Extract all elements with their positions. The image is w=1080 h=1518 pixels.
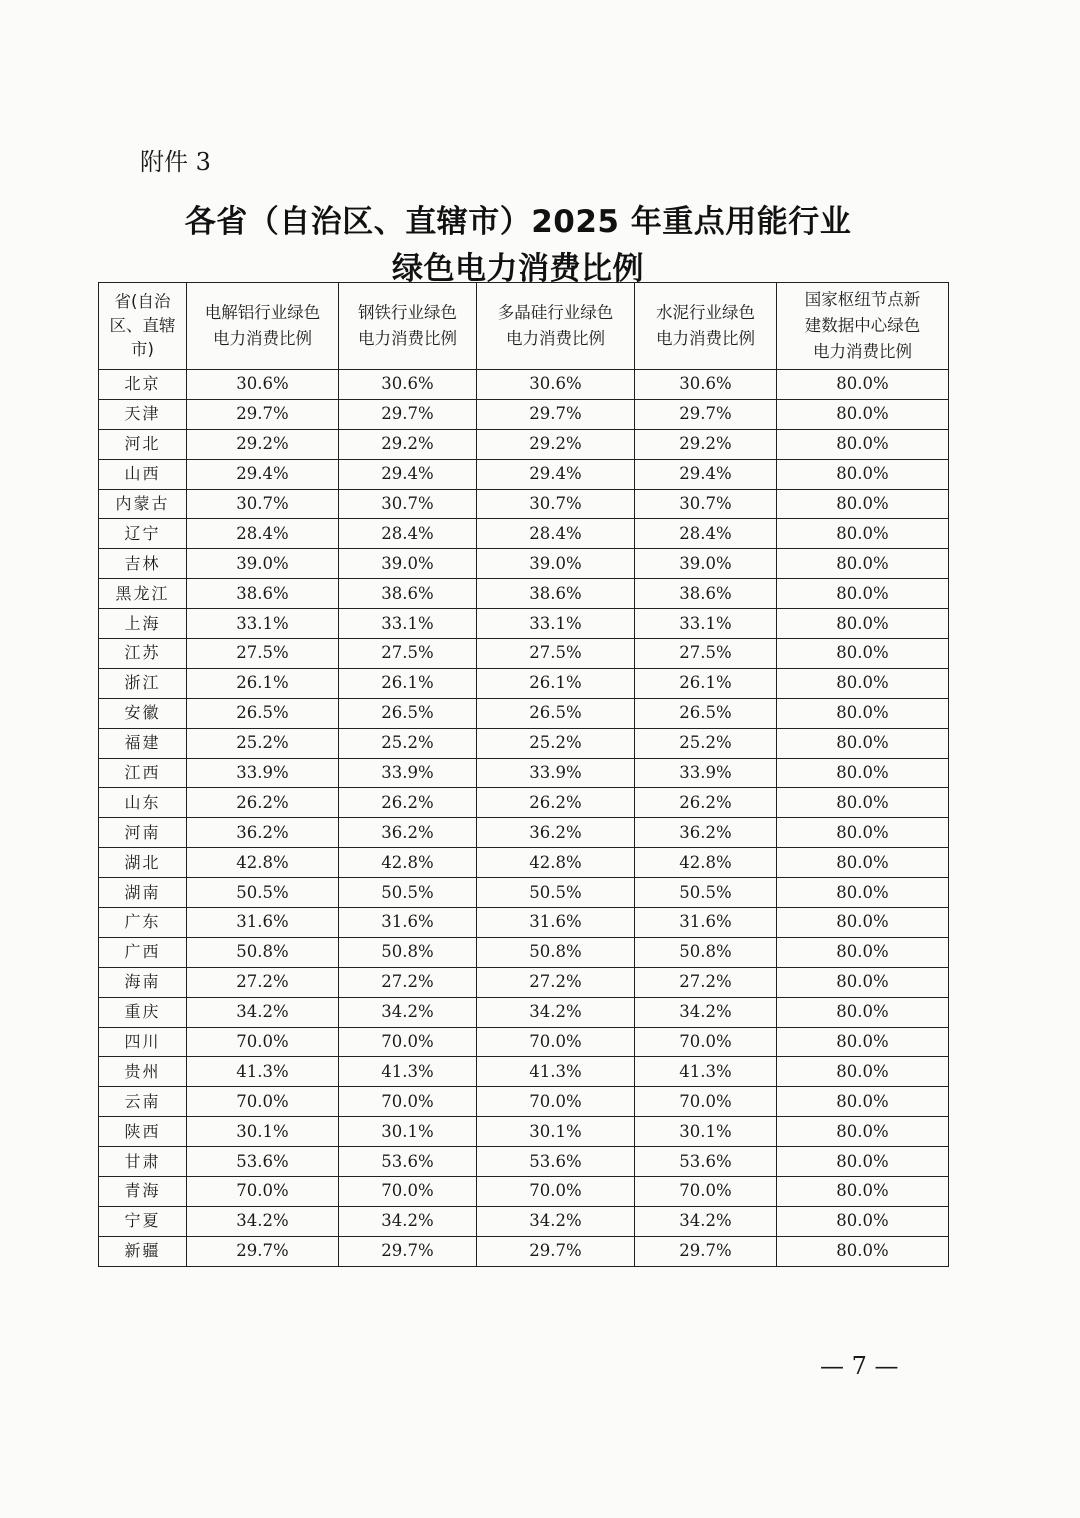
table-row [99, 818, 949, 848]
data-center-ratio-cell: 80.0% [777, 1206, 949, 1236]
aluminum-ratio-cell: 41.3% [187, 1057, 339, 1087]
polysilicon-ratio-cell: 30.1% [477, 1117, 635, 1147]
data-center-ratio-cell: 80.0% [777, 370, 949, 400]
table-row [99, 1087, 949, 1117]
province-cell: 湖南 [99, 878, 187, 908]
cement-ratio-cell: 29.7% [635, 399, 777, 429]
cement-ratio-cell: 34.2% [635, 997, 777, 1027]
polysilicon-ratio-cell: 27.5% [477, 639, 635, 669]
header-line: 建数据中心绿色 [804, 316, 921, 335]
cement-ratio-cell: 30.7% [635, 489, 777, 519]
data-center-ratio-cell: 80.0% [777, 758, 949, 788]
aluminum-ratio-cell: 29.2% [187, 429, 339, 459]
polysilicon-ratio-cell: 42.8% [477, 848, 635, 878]
aluminum-ratio-cell: 70.0% [187, 1027, 339, 1057]
aluminum-ratio-cell: 26.2% [187, 788, 339, 818]
table-row [99, 609, 949, 639]
polysilicon-ratio-cell: 39.0% [477, 549, 635, 579]
province-cell: 江西 [99, 758, 187, 788]
cement-ratio-cell: 27.2% [635, 967, 777, 997]
table-row [99, 459, 949, 489]
table-row [99, 399, 949, 429]
steel-ratio-cell: 27.2% [339, 967, 477, 997]
steel-ratio-cell: 42.8% [339, 848, 477, 878]
steel-ratio-cell: 30.7% [339, 489, 477, 519]
header-line: 国家枢纽节点新 [804, 290, 921, 309]
cement-ratio-cell: 50.5% [635, 878, 777, 908]
steel-ratio-cell: 31.6% [339, 908, 477, 938]
data-center-ratio-cell: 80.0% [777, 908, 949, 938]
header-line: 电力消费比例 [813, 342, 912, 361]
polysilicon-ratio-cell: 29.7% [477, 1236, 635, 1266]
header-cement [635, 283, 777, 370]
data-center-ratio-cell: 80.0% [777, 1057, 949, 1087]
province-cell: 山西 [99, 459, 187, 489]
page-number: — 7 — [820, 1352, 899, 1380]
data-center-ratio-cell: 80.0% [777, 549, 949, 579]
province-cell: 黑龙江 [99, 579, 187, 609]
table-row [99, 1057, 949, 1087]
aluminum-ratio-cell: 26.5% [187, 698, 339, 728]
steel-ratio-cell: 70.0% [339, 1177, 477, 1207]
data-center-ratio-cell: 80.0% [777, 1087, 949, 1117]
table-row [99, 997, 949, 1027]
attachment-label: 附件 3 [140, 148, 211, 176]
polysilicon-ratio-cell: 29.2% [477, 429, 635, 459]
aluminum-ratio-cell: 25.2% [187, 728, 339, 758]
cement-ratio-cell: 41.3% [635, 1057, 777, 1087]
cement-ratio-cell: 50.8% [635, 937, 777, 967]
data-center-ratio-cell: 80.0% [777, 459, 949, 489]
header-line: 多晶硅行业绿色 [497, 303, 614, 322]
province-cell: 辽宁 [99, 519, 187, 549]
aluminum-ratio-cell: 70.0% [187, 1087, 339, 1117]
aluminum-ratio-cell: 70.0% [187, 1177, 339, 1207]
aluminum-ratio-cell: 50.5% [187, 878, 339, 908]
header-line: 电力消费比例 [213, 329, 312, 348]
data-center-ratio-cell: 80.0% [777, 967, 949, 997]
header-line: 电解铝行业绿色 [204, 303, 321, 322]
cement-ratio-cell: 33.9% [635, 758, 777, 788]
cement-ratio-cell: 31.6% [635, 908, 777, 938]
data-center-ratio-cell: 80.0% [777, 489, 949, 519]
steel-ratio-cell: 70.0% [339, 1087, 477, 1117]
header-line: 省(自治 [114, 292, 171, 311]
cement-ratio-cell: 33.1% [635, 609, 777, 639]
steel-ratio-cell: 29.7% [339, 1236, 477, 1266]
aluminum-ratio-cell: 28.4% [187, 519, 339, 549]
province-cell: 吉林 [99, 549, 187, 579]
polysilicon-ratio-cell: 41.3% [477, 1057, 635, 1087]
province-cell: 安徽 [99, 698, 187, 728]
header-electrolytic-aluminum [187, 283, 339, 370]
cement-ratio-cell: 27.5% [635, 639, 777, 669]
polysilicon-ratio-cell: 30.6% [477, 370, 635, 400]
data-center-ratio-cell: 80.0% [777, 788, 949, 818]
steel-ratio-cell: 38.6% [339, 579, 477, 609]
steel-ratio-cell: 36.2% [339, 818, 477, 848]
header-line: 电力消费比例 [358, 329, 457, 348]
steel-ratio-cell: 39.0% [339, 549, 477, 579]
table-row [99, 1147, 949, 1177]
cement-ratio-cell: 70.0% [635, 1177, 777, 1207]
cement-ratio-cell: 28.4% [635, 519, 777, 549]
province-cell: 福建 [99, 728, 187, 758]
data-center-ratio-cell: 80.0% [777, 818, 949, 848]
polysilicon-ratio-cell: 26.1% [477, 668, 635, 698]
table-row [99, 1236, 949, 1266]
data-center-ratio-cell: 80.0% [777, 399, 949, 429]
data-center-ratio-cell: 80.0% [777, 937, 949, 967]
steel-ratio-cell: 34.2% [339, 1206, 477, 1236]
steel-ratio-cell: 34.2% [339, 997, 477, 1027]
table-row [99, 908, 949, 938]
aluminum-ratio-cell: 26.1% [187, 668, 339, 698]
data-center-ratio-cell: 80.0% [777, 668, 949, 698]
header-province [99, 283, 187, 370]
aluminum-ratio-cell: 30.1% [187, 1117, 339, 1147]
data-center-ratio-cell: 80.0% [777, 1236, 949, 1266]
polysilicon-ratio-cell: 31.6% [477, 908, 635, 938]
cement-ratio-cell: 26.5% [635, 698, 777, 728]
header-line: 市) [131, 340, 154, 359]
header-data-center [777, 283, 949, 370]
cement-ratio-cell: 30.1% [635, 1117, 777, 1147]
cement-ratio-cell: 53.6% [635, 1147, 777, 1177]
aluminum-ratio-cell: 27.5% [187, 639, 339, 669]
province-cell: 云南 [99, 1087, 187, 1117]
cement-ratio-cell: 30.6% [635, 370, 777, 400]
aluminum-ratio-cell: 53.6% [187, 1147, 339, 1177]
polysilicon-ratio-cell: 27.2% [477, 967, 635, 997]
header-line: 水泥行业绿色 [656, 303, 755, 322]
data-center-ratio-cell: 80.0% [777, 1147, 949, 1177]
table-row [99, 1206, 949, 1236]
province-cell: 海南 [99, 967, 187, 997]
header-line: 电力消费比例 [656, 329, 755, 348]
header-polysilicon [477, 283, 635, 370]
polysilicon-ratio-cell: 34.2% [477, 997, 635, 1027]
polysilicon-ratio-cell: 30.7% [477, 489, 635, 519]
data-center-ratio-cell: 80.0% [777, 1177, 949, 1207]
polysilicon-ratio-cell: 28.4% [477, 519, 635, 549]
steel-ratio-cell: 70.0% [339, 1027, 477, 1057]
table-row [99, 579, 949, 609]
polysilicon-ratio-cell: 38.6% [477, 579, 635, 609]
table-row [99, 370, 949, 400]
data-center-ratio-cell: 80.0% [777, 698, 949, 728]
steel-ratio-cell: 26.1% [339, 668, 477, 698]
cement-ratio-cell: 29.4% [635, 459, 777, 489]
steel-ratio-cell: 25.2% [339, 728, 477, 758]
header-line: 区、直辖 [109, 316, 176, 335]
aluminum-ratio-cell: 42.8% [187, 848, 339, 878]
cement-ratio-cell: 42.8% [635, 848, 777, 878]
polysilicon-ratio-cell: 36.2% [477, 818, 635, 848]
steel-ratio-cell: 53.6% [339, 1147, 477, 1177]
province-cell: 重庆 [99, 997, 187, 1027]
data-center-ratio-cell: 80.0% [777, 429, 949, 459]
aluminum-ratio-cell: 39.0% [187, 549, 339, 579]
header-line: 电力消费比例 [506, 329, 605, 348]
polysilicon-ratio-cell: 50.8% [477, 937, 635, 967]
province-cell: 甘肃 [99, 1147, 187, 1177]
table-row [99, 668, 949, 698]
aluminum-ratio-cell: 27.2% [187, 967, 339, 997]
steel-ratio-cell: 29.2% [339, 429, 477, 459]
polysilicon-ratio-cell: 53.6% [477, 1147, 635, 1177]
steel-ratio-cell: 41.3% [339, 1057, 477, 1087]
cement-ratio-cell: 39.0% [635, 549, 777, 579]
data-center-ratio-cell: 80.0% [777, 728, 949, 758]
table-body [99, 370, 949, 1267]
data-center-ratio-cell: 80.0% [777, 609, 949, 639]
steel-ratio-cell: 50.5% [339, 878, 477, 908]
table-row [99, 1027, 949, 1057]
cement-ratio-cell: 26.2% [635, 788, 777, 818]
data-center-ratio-cell: 80.0% [777, 579, 949, 609]
steel-ratio-cell: 28.4% [339, 519, 477, 549]
table-row [99, 728, 949, 758]
aluminum-ratio-cell: 31.6% [187, 908, 339, 938]
cement-ratio-cell: 38.6% [635, 579, 777, 609]
province-cell: 广东 [99, 908, 187, 938]
cement-ratio-cell: 26.1% [635, 668, 777, 698]
table-row [99, 639, 949, 669]
table-row [99, 878, 949, 908]
header-steel [339, 283, 477, 370]
aluminum-ratio-cell: 33.9% [187, 758, 339, 788]
table-row [99, 698, 949, 728]
steel-ratio-cell: 50.8% [339, 937, 477, 967]
polysilicon-ratio-cell: 70.0% [477, 1027, 635, 1057]
table-row [99, 967, 949, 997]
table-row [99, 489, 949, 519]
table-row [99, 758, 949, 788]
aluminum-ratio-cell: 29.7% [187, 399, 339, 429]
cement-ratio-cell: 34.2% [635, 1206, 777, 1236]
polysilicon-ratio-cell: 26.2% [477, 788, 635, 818]
steel-ratio-cell: 26.2% [339, 788, 477, 818]
steel-ratio-cell: 30.6% [339, 370, 477, 400]
province-cell: 新疆 [99, 1236, 187, 1266]
aluminum-ratio-cell: 30.6% [187, 370, 339, 400]
province-cell: 河北 [99, 429, 187, 459]
table-row [99, 429, 949, 459]
document-title-line-1: 各省（自治区、直辖市）2025 年重点用能行业 [184, 204, 852, 240]
province-cell: 湖北 [99, 848, 187, 878]
cement-ratio-cell: 25.2% [635, 728, 777, 758]
table-row [99, 1117, 949, 1147]
province-cell: 青海 [99, 1177, 187, 1207]
steel-ratio-cell: 33.9% [339, 758, 477, 788]
aluminum-ratio-cell: 50.8% [187, 937, 339, 967]
province-cell: 山东 [99, 788, 187, 818]
province-cell: 内蒙古 [99, 489, 187, 519]
polysilicon-ratio-cell: 29.7% [477, 399, 635, 429]
polysilicon-ratio-cell: 70.0% [477, 1177, 635, 1207]
polysilicon-ratio-cell: 25.2% [477, 728, 635, 758]
province-cell: 四川 [99, 1027, 187, 1057]
aluminum-ratio-cell: 30.7% [187, 489, 339, 519]
table-row [99, 549, 949, 579]
table-row [99, 788, 949, 818]
province-cell: 河南 [99, 818, 187, 848]
data-center-ratio-cell: 80.0% [777, 1117, 949, 1147]
aluminum-ratio-cell: 29.4% [187, 459, 339, 489]
polysilicon-ratio-cell: 70.0% [477, 1087, 635, 1117]
province-cell: 浙江 [99, 668, 187, 698]
polysilicon-ratio-cell: 34.2% [477, 1206, 635, 1236]
aluminum-ratio-cell: 36.2% [187, 818, 339, 848]
province-cell: 广西 [99, 937, 187, 967]
province-cell: 宁夏 [99, 1206, 187, 1236]
table-row [99, 519, 949, 549]
data-center-ratio-cell: 80.0% [777, 1027, 949, 1057]
steel-ratio-cell: 29.7% [339, 399, 477, 429]
aluminum-ratio-cell: 34.2% [187, 1206, 339, 1236]
header-line: 钢铁行业绿色 [358, 303, 457, 322]
polysilicon-ratio-cell: 29.4% [477, 459, 635, 489]
table-row [99, 848, 949, 878]
steel-ratio-cell: 27.5% [339, 639, 477, 669]
data-center-ratio-cell: 80.0% [777, 997, 949, 1027]
data-center-ratio-cell: 80.0% [777, 639, 949, 669]
province-cell: 贵州 [99, 1057, 187, 1087]
aluminum-ratio-cell: 38.6% [187, 579, 339, 609]
polysilicon-ratio-cell: 33.1% [477, 609, 635, 639]
table-row [99, 1177, 949, 1207]
province-cell: 上海 [99, 609, 187, 639]
province-cell: 北京 [99, 370, 187, 400]
data-center-ratio-cell: 80.0% [777, 848, 949, 878]
data-center-ratio-cell: 80.0% [777, 519, 949, 549]
table-row [99, 937, 949, 967]
cement-ratio-cell: 29.7% [635, 1236, 777, 1266]
aluminum-ratio-cell: 29.7% [187, 1236, 339, 1266]
cement-ratio-cell: 29.2% [635, 429, 777, 459]
steel-ratio-cell: 30.1% [339, 1117, 477, 1147]
province-cell: 天津 [99, 399, 187, 429]
steel-ratio-cell: 29.4% [339, 459, 477, 489]
steel-ratio-cell: 33.1% [339, 609, 477, 639]
green-power-ratio-table [98, 282, 949, 1267]
aluminum-ratio-cell: 34.2% [187, 997, 339, 1027]
cement-ratio-cell: 70.0% [635, 1027, 777, 1057]
aluminum-ratio-cell: 33.1% [187, 609, 339, 639]
data-center-ratio-cell: 80.0% [777, 878, 949, 908]
province-cell: 陕西 [99, 1117, 187, 1147]
polysilicon-ratio-cell: 50.5% [477, 878, 635, 908]
cement-ratio-cell: 36.2% [635, 818, 777, 848]
document-title-line-2: 绿色电力消费比例 [392, 251, 644, 287]
polysilicon-ratio-cell: 26.5% [477, 698, 635, 728]
cement-ratio-cell: 70.0% [635, 1087, 777, 1117]
province-cell: 江苏 [99, 639, 187, 669]
steel-ratio-cell: 26.5% [339, 698, 477, 728]
table-header-row [99, 283, 949, 370]
polysilicon-ratio-cell: 33.9% [477, 758, 635, 788]
